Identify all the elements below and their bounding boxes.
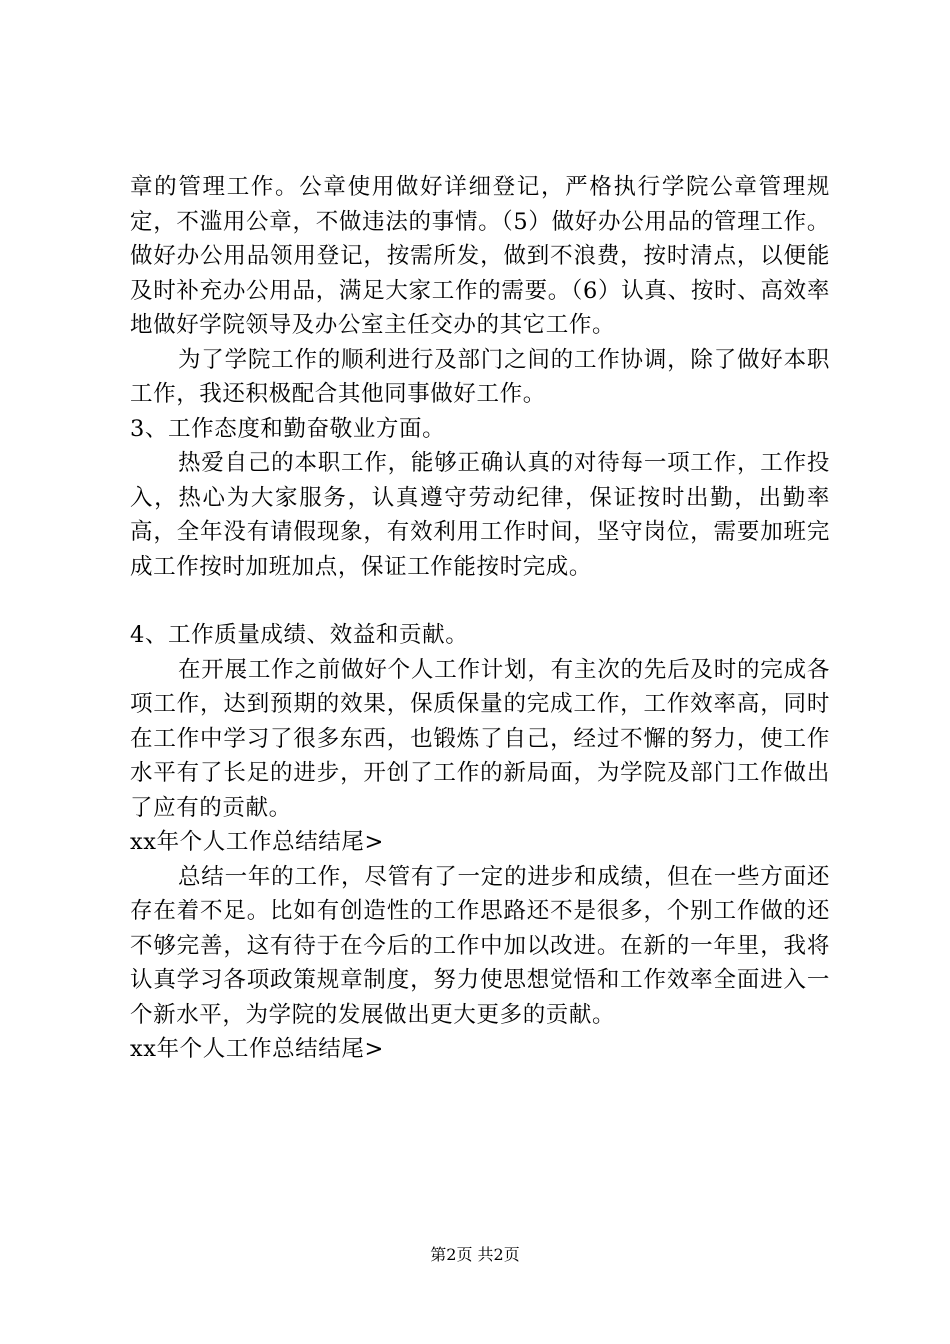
paragraph-quality: 在开展工作之前做好个人工作计划，有主次的先后及时的完成各项工作，达到预期的效果，保质保量的完成工作，工作效率高，同时在工作中学习了很多东西，也锻炼了自己，经过不懈的努力，使工作水平有了长足的进步，开创了工作的新局面，为学院及部门工作做出了应有的贡献。 bbox=[130, 656, 830, 821]
paragraph-coordination: 为了学院工作的顺利进行及部门之间的工作协调，除了做好本职工作，我还积极配合其他同事做好工作。 bbox=[130, 346, 830, 407]
page-number-footer: 第2页 共2页 bbox=[430, 1245, 520, 1264]
document-body bbox=[130, 170, 830, 1067]
paragraph-gap bbox=[130, 584, 830, 618]
section-heading-ending: xx年个人工作总结结尾> bbox=[130, 829, 384, 855]
paragraph-attitude: 热爱自己的本职工作，能够正确认真的对待每一项工作，工作投入，热心为大家服务，认真遵守劳动纪律，保证按时出勤，出勤率高，全年没有请假现象，有效利用工作时间，坚守岗位，需要加班完成工作按时加班加点，保证工作能按时完成。 bbox=[130, 450, 830, 580]
section-heading-quality: 4、工作质量成绩、效益和贡献。 bbox=[130, 622, 469, 648]
section-heading-attitude: 3、工作态度和勤奋敬业方面。 bbox=[130, 415, 446, 442]
section-heading-ending-repeat: xx年个人工作总结结尾> bbox=[130, 1036, 384, 1062]
paragraph-summary: 总结一年的工作，尽管有了一定的进步和成绩，但在一些方面还存在着不足。比如有创造性的工作思路还不是很多，个别工作做的还不够完善，这有待于在今后的工作中加以改进。在新的一年里，我将认真学习各项政策规章制度，努力使思想觉悟和工作效率全面进入一个新水平，为学院的发展做出更大更多的贡献。 bbox=[130, 863, 830, 1028]
paragraph-continuation: 章的管理工作。公章使用做好详细登记，严格执行学院公章管理规定，不滥用公章，不做违法的事情。（5）做好办公用品的管理工作。做好办公用品领用登记，按需所发，做到不浪费，按时清点，以便能及时补充办公用品，满足大家工作的需要。（6）认真、按时、高效率地做好学院领导及办公室主任交办的其它工作。 bbox=[130, 174, 830, 338]
